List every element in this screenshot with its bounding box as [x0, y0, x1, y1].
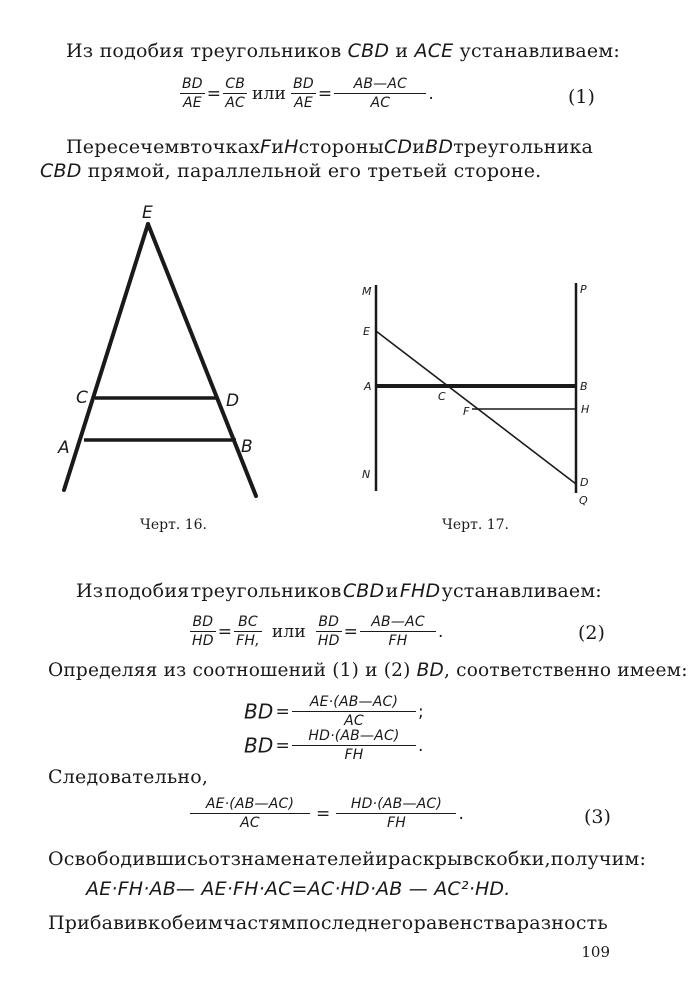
eq5-left-num: AE·(AB—AC) — [190, 796, 310, 814]
fig17-label-b: B — [580, 380, 588, 393]
para7-line — [48, 912, 608, 934]
eq1-fraction-1 — [180, 76, 205, 111]
para4-bd: BD — [416, 660, 444, 681]
equation-4 — [244, 728, 426, 763]
fig17-label-f: F — [463, 405, 470, 418]
fig16-label-c: C — [76, 388, 88, 408]
para3-word: треугольников — [190, 580, 342, 602]
fig17-segment-ed — [376, 331, 576, 484]
eq2-equals-2: = — [343, 621, 359, 642]
eq3-end: ; — [417, 701, 424, 722]
para6-word: от — [208, 848, 231, 870]
eq2-f1-den: HD — [192, 633, 214, 649]
eq5-period: . — [458, 803, 465, 824]
para1-triangle-ace: ACE — [414, 40, 454, 62]
para6-word: раскрыв — [387, 848, 474, 870]
fig16-caption: Черт. 16. — [140, 517, 207, 533]
para7-word: к — [148, 912, 161, 934]
fig16-label-b: B — [241, 437, 253, 457]
eq1-or: или — [252, 83, 287, 104]
eq1-f1-num: BD — [182, 76, 203, 92]
fig17-label-m: M — [362, 285, 372, 298]
para2-word: и — [412, 136, 426, 158]
para7-word: равенства — [413, 912, 517, 934]
para7-word: Прибавив — [48, 912, 148, 934]
para2-rest: прямой, параллельной его третьей стороне. — [81, 160, 542, 182]
eq5-number: (3) — [584, 806, 611, 828]
para2-word: Пересечем — [66, 136, 180, 158]
para7-word: разность — [516, 912, 608, 934]
eq1-f2-num: CB — [225, 76, 246, 92]
para1-and: и — [389, 40, 415, 62]
para6-line — [48, 848, 647, 870]
para4-text-b: , соответственно имеем: — [444, 660, 688, 681]
para2-side-cd: CD — [383, 136, 413, 158]
eq2-equals-1: = — [217, 621, 233, 642]
eq1-f2-den: AC — [225, 95, 246, 111]
para6-word: получим: — [550, 848, 647, 870]
figure-17 — [350, 275, 610, 515]
eq4-num: HD·(AB—AC) — [292, 728, 416, 746]
para3-word: Из — [76, 580, 104, 602]
fig16-label-e: E — [142, 203, 153, 223]
fig17-label-h: H — [581, 403, 590, 416]
eq1-f3-den: AE — [294, 95, 313, 111]
eq4-equals: = — [275, 735, 290, 756]
para7-word: обеим — [160, 912, 223, 934]
para2-triangle-cbd: CBD — [40, 160, 82, 182]
eq2-fraction-4 — [360, 614, 436, 649]
figure-16 — [40, 200, 300, 520]
eq3-num: AE·(AB—AC) — [292, 694, 416, 712]
para4-text-a: Определяя из соотношений (1) и (2) — [48, 660, 417, 681]
para5-line: Следовательно, — [48, 766, 209, 788]
eq2-f4-num: AB—AC — [360, 614, 436, 632]
eq5-left-den: AC — [240, 815, 260, 831]
para6-word: скобки, — [473, 848, 551, 870]
para7-word: последнего — [296, 912, 414, 934]
fig17-label-c: C — [438, 390, 446, 403]
eq1-fraction-4 — [334, 76, 426, 111]
fig17-caption: Черт. 17. — [442, 517, 509, 533]
para1-text-a: Из подобия треугольников — [66, 40, 348, 62]
eq4-den: FH — [344, 747, 364, 763]
para2-word: и — [271, 136, 285, 158]
eq1-fraction-3 — [291, 76, 316, 111]
para3-word: устанавливаем: — [441, 580, 602, 602]
eq2-f2-num: BC — [234, 614, 262, 632]
equation-3 — [244, 694, 426, 729]
eq5-right-num: HD·(AB—AC) — [336, 796, 456, 814]
para3-triangle-cbd: CBD — [342, 580, 385, 602]
equation-1 — [180, 76, 436, 111]
eq6-text: AE·FH·AB— AE·FH·AC=AC·HD·AB — AC²·HD. — [86, 878, 511, 900]
para2-word: точках — [190, 136, 261, 158]
fig17-label-d: D — [580, 476, 589, 489]
para3-line — [76, 580, 602, 602]
equation-2 — [190, 614, 446, 649]
eq3-fraction — [292, 694, 416, 729]
eq5-fraction-right — [336, 796, 456, 831]
para6-word: и — [375, 848, 388, 870]
eq5-right-den: FH — [386, 815, 406, 831]
eq1-f4-num: AB—AC — [334, 76, 426, 94]
eq2-or: или — [271, 621, 306, 642]
fig16-left-side — [64, 224, 148, 490]
page-number: 109 — [581, 943, 610, 961]
eq4-fraction — [292, 728, 416, 763]
eq1-number: (1) — [568, 86, 595, 108]
eq2-period: . — [438, 621, 444, 642]
eq1-equals-1: = — [206, 83, 222, 104]
eq4-end: . — [417, 735, 424, 756]
eq2-f4-den: FH — [388, 633, 408, 649]
fig17-label-a: A — [364, 380, 372, 393]
eq1-f1-den: AE — [182, 95, 202, 111]
eq1-f4-den: AC — [370, 95, 391, 111]
eq4-lhs: BD — [244, 733, 274, 758]
eq2-f3-num: BD — [316, 614, 342, 632]
fig16-label-d: D — [226, 391, 240, 411]
para6-word: знаменателей — [230, 848, 376, 870]
fig17-label-n: N — [362, 468, 371, 481]
para2-word: в — [179, 136, 191, 158]
fig16-label-a: A — [58, 438, 70, 458]
eq2-fraction-1 — [190, 614, 216, 649]
para2-side-bd: BD — [425, 136, 454, 158]
eq5-fraction-left — [190, 796, 310, 831]
para2-point-h: H — [284, 136, 299, 158]
eq1-f3-num: BD — [293, 76, 314, 92]
fig17-label-q: Q — [579, 494, 588, 507]
eq2-f2-den: FH, — [236, 633, 260, 649]
para6-word: Освободившись — [48, 848, 209, 870]
para2-word: треугольника — [453, 136, 594, 158]
para3-word: подобия — [104, 580, 190, 602]
para4-line — [48, 660, 688, 681]
eq3-den: AC — [344, 713, 364, 729]
equation-5 — [190, 796, 466, 831]
para7-word: частям — [223, 912, 297, 934]
eq2-fraction-2 — [234, 614, 262, 649]
eq2-fraction-3 — [316, 614, 342, 649]
fig17-label-e: E — [363, 325, 370, 338]
para2-point-f: F — [260, 136, 272, 158]
eq2-number: (2) — [578, 622, 605, 644]
eq2-f1-num: BD — [190, 614, 216, 632]
fig17-label-p: P — [580, 283, 587, 296]
equation-6 — [86, 878, 511, 900]
para3-triangle-fhd: FHD — [399, 580, 441, 602]
eq3-equals: = — [275, 701, 290, 722]
eq1-fraction-2 — [223, 76, 247, 111]
para2-line-1 — [66, 136, 592, 158]
eq1-equals-2: = — [317, 83, 333, 104]
para1-line — [66, 40, 620, 62]
eq5-equals: = — [316, 803, 331, 824]
eq2-f3-den: HD — [317, 633, 340, 649]
fig16-right-side — [148, 224, 256, 496]
para2-word: стороны — [298, 136, 384, 158]
para1-text-b: устанавливаем: — [453, 40, 620, 62]
para1-triangle-cbd: CBD — [347, 40, 390, 62]
para3-word: и — [385, 580, 399, 602]
para2-line-2 — [40, 160, 541, 182]
eq1-period: . — [428, 83, 434, 104]
eq3-lhs: BD — [244, 699, 274, 724]
